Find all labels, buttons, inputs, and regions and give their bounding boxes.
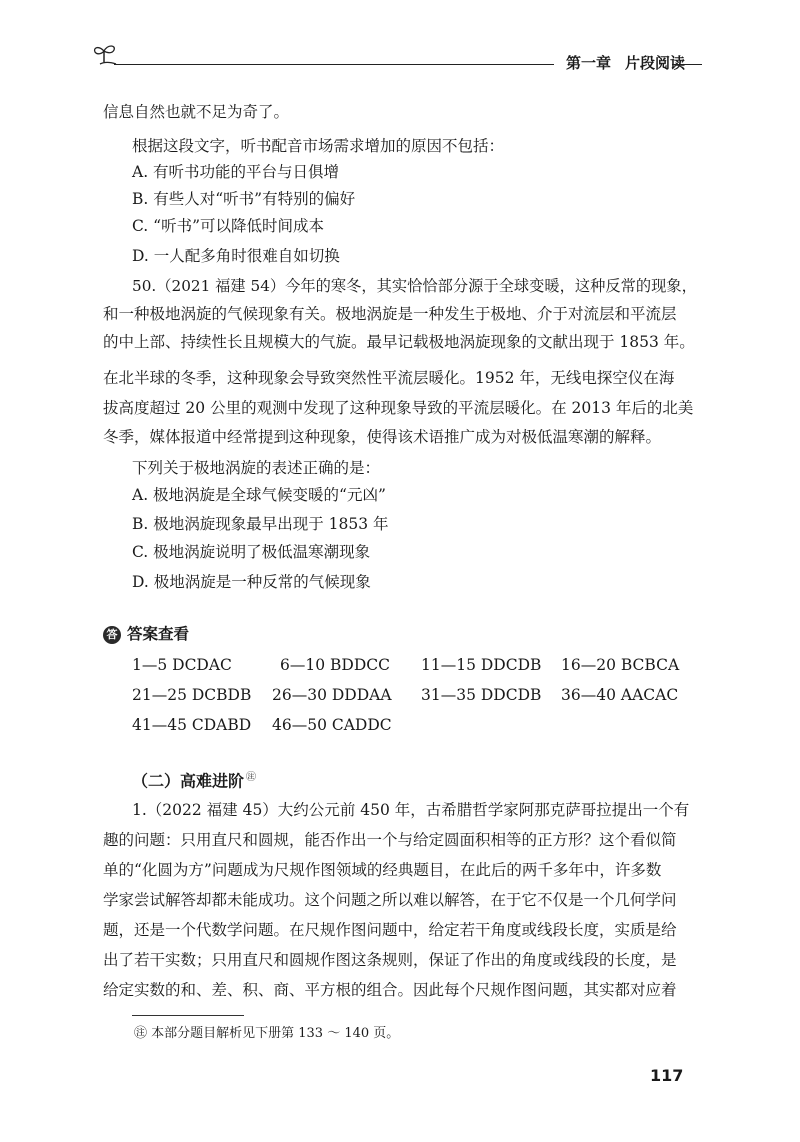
option-c: C. “听书”可以降低时间成本	[132, 217, 325, 235]
answer-item: 31—35 DDCDB	[421, 686, 542, 704]
answer-item: 16—20 BCBCA	[561, 656, 680, 674]
text-line: 信息自然也就不足为奇了。	[103, 103, 290, 121]
text-line: 50.（2021 福建 54）今年的寒冬，其实恰恰部分源于全球变暖，这种反常的现象，	[132, 277, 697, 295]
section-title: （二）高难进阶	[132, 771, 245, 791]
answer-item: 41—45 CDABD	[132, 716, 252, 734]
footnote-divider	[132, 1015, 244, 1016]
option-b: B. 有些人对“听书”有特别的偏好	[132, 190, 356, 208]
text-line: 的中上部、持续性长且规模大的气旋。最早记载极地涡旋现象的文献出现于 1853 年。	[103, 333, 695, 351]
answer-item: 26—30 DDDAA	[272, 686, 392, 704]
text-line: 拔高度超过 20 公里的观测中发现了这种现象导致的平流层暖化。在 2013 年后的北美	[103, 399, 694, 417]
option-d: D. 极地涡旋是一种反常的气候现象	[132, 573, 371, 591]
answer-badge-icon: 答	[103, 626, 121, 644]
running-header	[92, 38, 702, 74]
header-rule-right	[672, 64, 702, 65]
footnote: ㊟ 本部分题目解析见下册第 133 ～ 140 页。	[134, 1026, 400, 1041]
chapter-title	[560, 52, 691, 73]
answer-row	[103, 716, 703, 736]
page-number: 117	[650, 1066, 684, 1085]
answer-item: 1—5 DCDAC	[132, 656, 232, 674]
text-line: 出了若干实数；只用直尺和圆规作图这条规则，保证了作出的角度或线段的长度，是	[103, 951, 677, 969]
option-c: C. 极地涡旋说明了极低温寒潮现象	[132, 543, 371, 561]
question-stem: 根据这段文字，听书配音市场需求增加的原因不包括：	[132, 137, 505, 155]
answer-row	[103, 686, 703, 706]
text-line: 在北半球的冬季，这种现象会导致突然性平流层暖化。1952 年，无线电探空仪在海	[103, 369, 675, 387]
answers-title: 答案查看	[127, 625, 190, 643]
header-rule-left	[114, 64, 554, 65]
option-d: D. 一人配多角时很难自如切换	[132, 247, 340, 265]
text-line: 和一种极地涡旋的气候现象有关。极地涡旋是一种发生于极地、介于对流层和平流层	[103, 305, 677, 323]
footnote-mark-icon: ㊟	[246, 772, 257, 783]
answer-item: 11—15 DDCDB	[421, 656, 542, 674]
sprout-icon	[92, 42, 120, 66]
option-a: A. 极地涡旋是全球气候变暖的“元凶”	[132, 486, 386, 504]
option-b: B. 极地涡旋现象最早出现于 1853 年	[132, 515, 389, 533]
section-heading	[132, 768, 256, 791]
chapter-number: 第一章	[566, 54, 612, 72]
text-line: 1.（2022 福建 45）大约公元前 450 年，古希腊哲学家阿那克萨哥拉提出一个有	[132, 801, 690, 819]
text-line: 单的“化圆为方”问题成为尺规作图领域的经典题目，在此后的两千多年中，许多数	[103, 861, 662, 879]
answer-item: 6—10 BDDCC	[280, 656, 390, 674]
option-a: A. 有听书功能的平台与日俱增	[132, 163, 340, 181]
text-line: 给定实数的和、差、积、商、平方根的组合。因此每个尺规作图问题，其实都对应着	[103, 981, 677, 999]
answer-item: 21—25 DCBDB	[132, 686, 252, 704]
text-line: 题，还是一个代数学问题。在尺规作图问题中，给定若干角度或线段长度，实质是给	[103, 921, 677, 939]
answer-item: 36—40 AACAC	[561, 686, 679, 704]
answer-row	[103, 656, 703, 676]
answer-item: 46—50 CADDC	[272, 716, 392, 734]
answers-heading	[103, 622, 189, 644]
text-line: 趣的问题：只用直尺和圆规，能否作出一个与给定圆面积相等的正方形？这个看似简	[103, 831, 677, 849]
chapter-section: 片段阅读	[625, 54, 686, 72]
question-stem: 下列关于极地涡旋的表述正确的是：	[132, 459, 381, 477]
text-line: 学家尝试解答却都未能成功。这个问题之所以难以解答，在于它不仅是一个几何学问	[103, 891, 677, 909]
text-line: 冬季，媒体报道中经常提到这种现象，使得该术语推广成为对极低温寒潮的解释。	[103, 428, 662, 446]
